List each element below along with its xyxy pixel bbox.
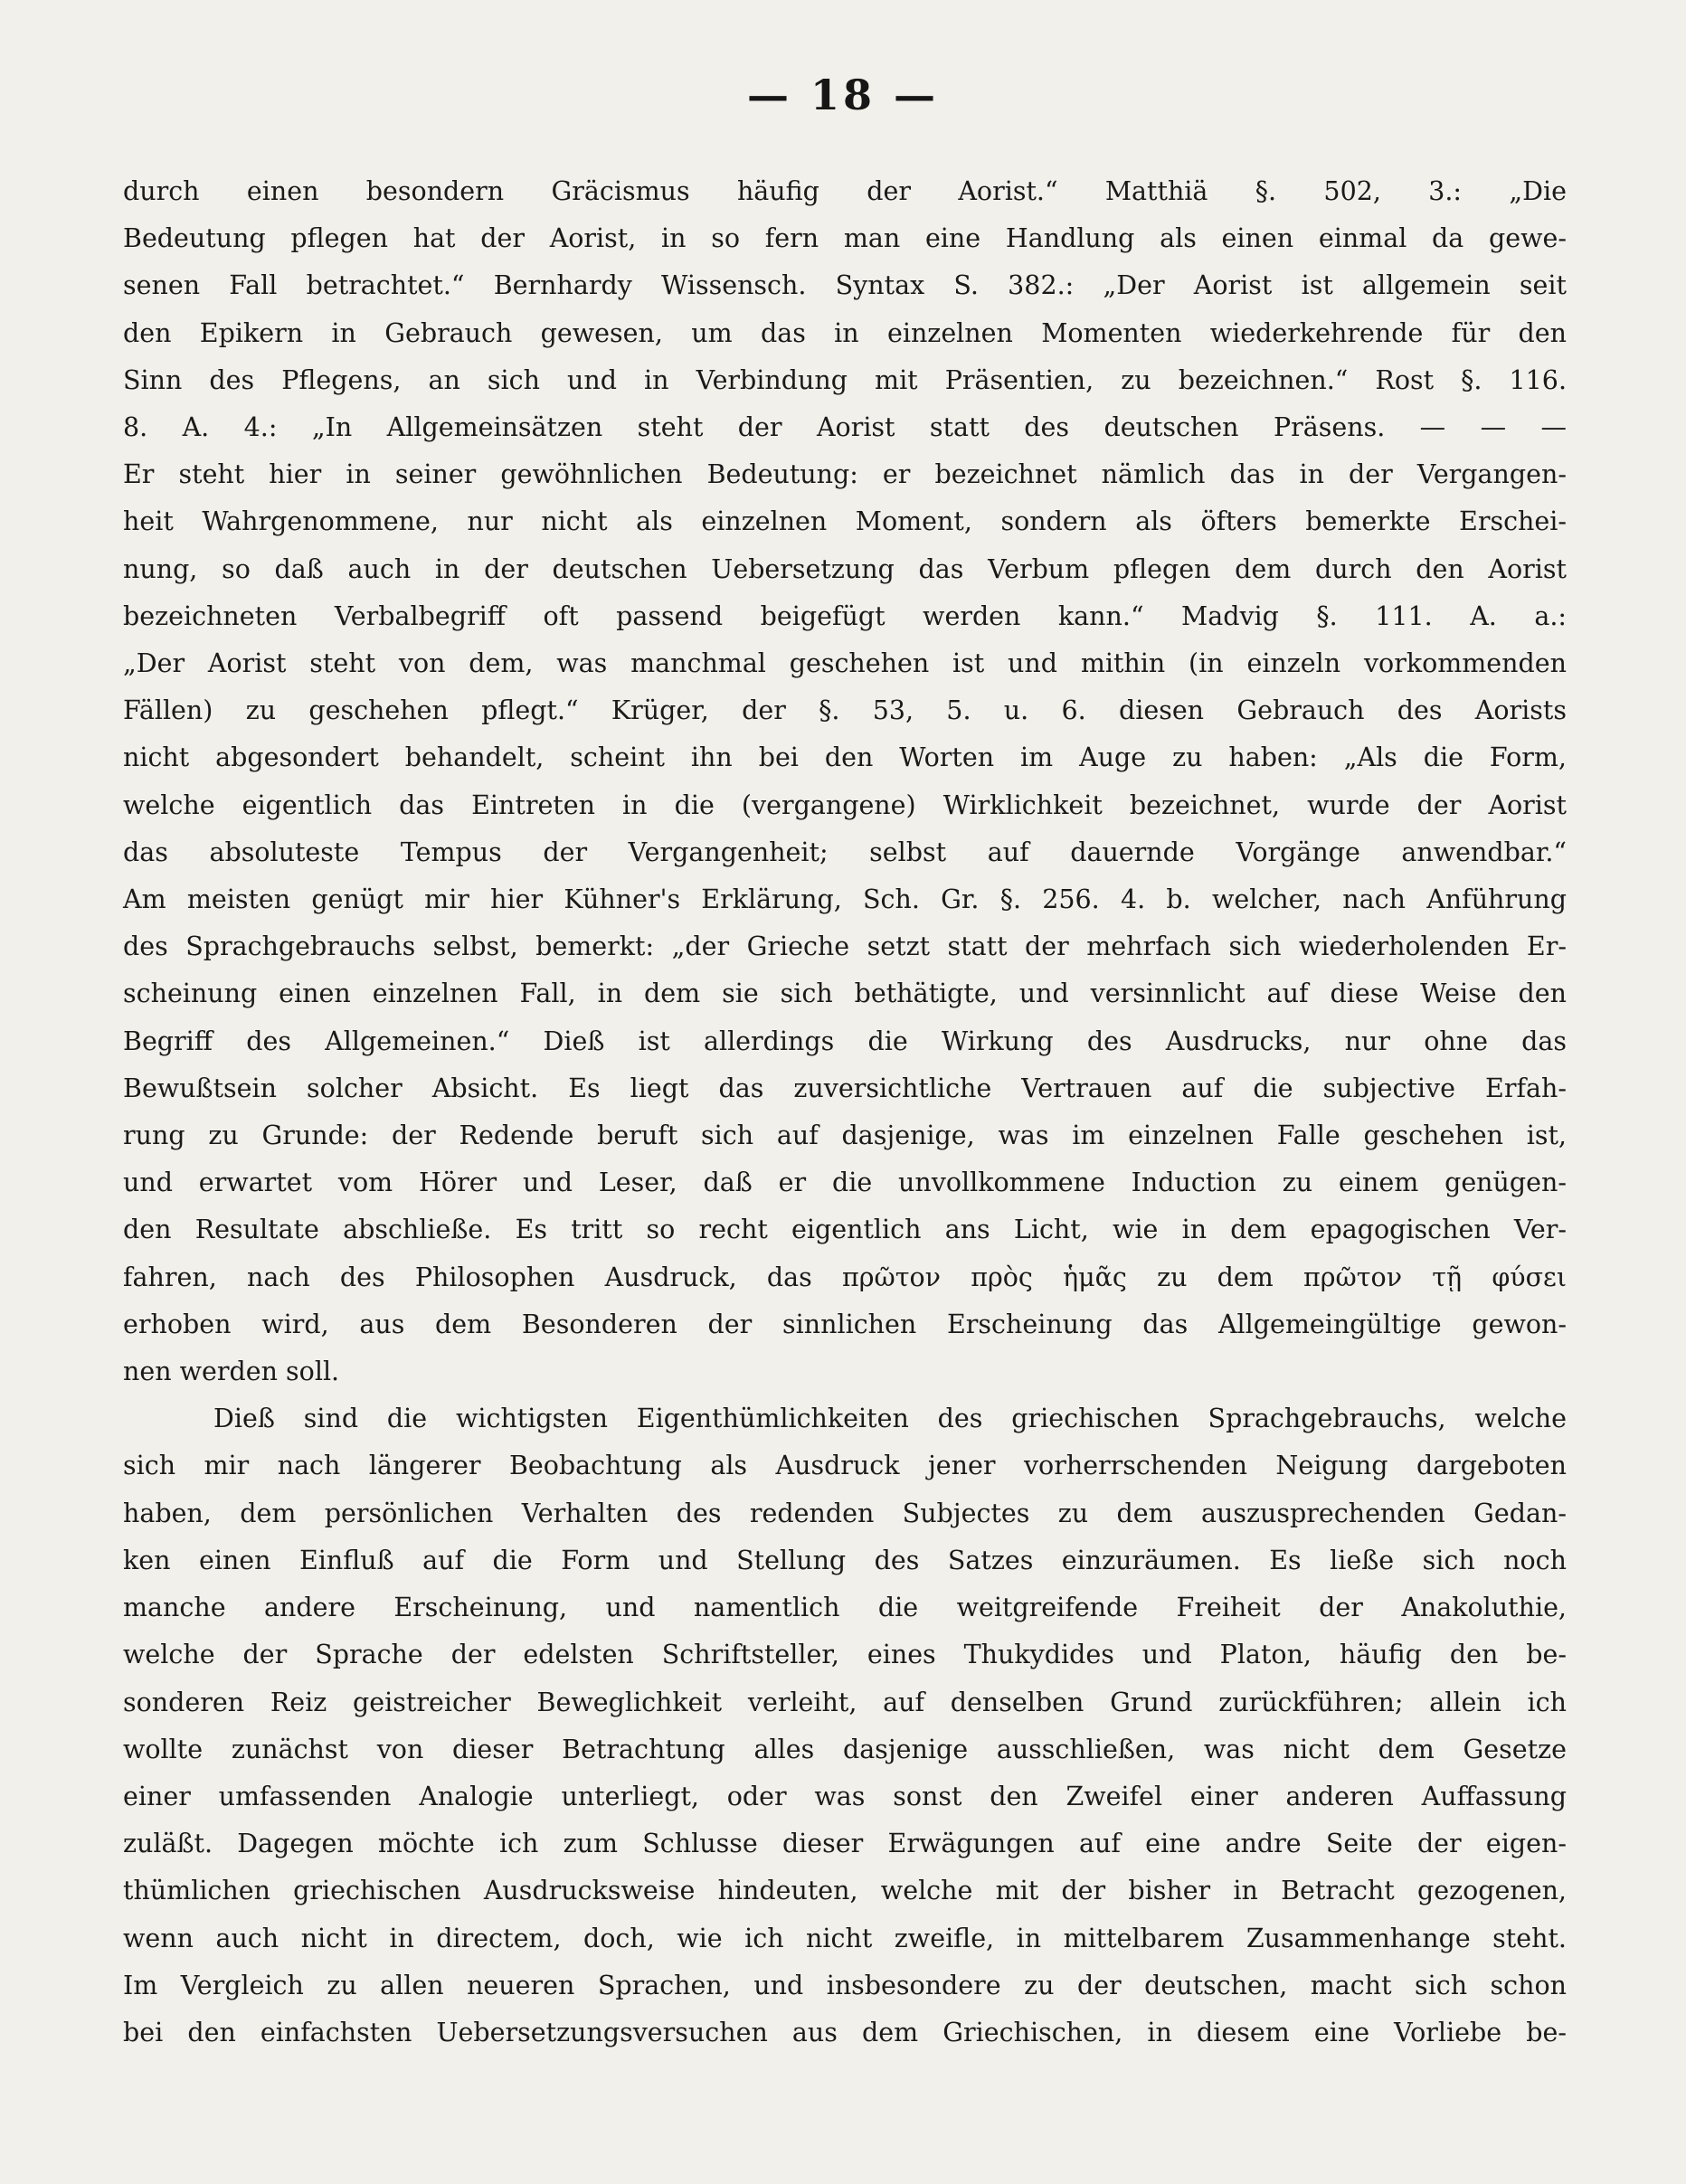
text-line: heit Wahrgenommene, nur nicht als einzelnen Moment, sondern als öfters bemerkte Erschei- <box>123 506 1567 537</box>
text-line: „Der Aorist steht von dem, was manchmal geschehen ist und mithin (in einzeln vorkommenden <box>123 648 1567 679</box>
text-line: ken einen Einfluß auf die Form und Stellung des Satzes einzuräumen. Es ließe sich noch <box>123 1545 1567 1575</box>
text-line: und erwartet vom Hörer und Leser, daß er die unvollkommene Induction zu einem genügen- <box>123 1168 1567 1198</box>
paragraph-1 <box>123 168 1567 1395</box>
text-line: den Resultate abschließe. Es tritt so recht eigentlich ans Licht, wie in dem epagogischen Ver- <box>123 1215 1567 1245</box>
text-line: Er steht hier in seiner gewöhnlichen Bedeutung: er bezeichnet nämlich das in der Vergangen- <box>123 459 1567 490</box>
text-line: zuläßt. Dagegen möchte ich zum Schlusse dieser Erwägungen auf eine andre Seite der eigen- <box>123 1829 1567 1859</box>
paragraph-2 <box>123 1395 1567 2056</box>
text-line: senen Fall betrachtet.“ Bernhardy Wissensch. Syntax S. 382.: „Der Aorist ist allgemein seit <box>123 270 1567 301</box>
text-line: Am meisten genügt mir hier Kühner's Erklärung, Sch. Gr. §. 256. 4. b. welcher, nach Anführung <box>123 884 1567 915</box>
text-line: bezeichneten Verbalbegriff oft passend beigefügt werden kann.“ Madvig §. 111. A. a.: <box>123 600 1567 631</box>
text-line: Sinn des Pflegens, an sich und in Verbindung mit Präsentien, zu bezeichnen.“ Rost §. 116. <box>123 364 1567 395</box>
text-line: Begriff des Allgemeinen.“ Dieß ist allerdings die Wirkung des Ausdrucks, nur ohne das <box>123 1026 1567 1056</box>
text-line: des Sprachgebrauchs selbst, bemerkt: „der Grieche setzt statt der mehrfach sich wiederholenden Er- <box>123 931 1567 962</box>
text-line: thümlichen griechischen Ausdrucksweise hindeuten, welche mit der bisher in Betracht gezogenen, <box>123 1876 1567 1906</box>
text-line: durch einen besondern Gräcismus häufig der Aorist.“ Matthiä §. 502, 3.: „Die <box>123 176 1567 206</box>
text-line: Im Vergleich zu allen neueren Sprachen, und insbesondere zu der deutschen, macht sich schon <box>123 1970 1567 2000</box>
text-line: fahren, nach des Philosophen Ausdruck, das πρῶτον πρὸς ἡμᾶς zu dem πρῶτον τῇ φύσει <box>123 1262 1567 1292</box>
text-line: nung, so daß auch in der deutschen Uebersetzung das Verbum pflegen dem durch den Aorist <box>123 553 1567 584</box>
text-line: nicht abgesondert behandelt, scheint ihn bei den Worten im Auge zu haben: „Als die Form, <box>123 742 1567 773</box>
text-line: Bedeutung pflegen hat der Aorist, in so fern man eine Handlung als einen einmal da gewe- <box>123 223 1567 254</box>
text-line: das absoluteste Tempus der Vergangenheit; selbst auf dauernde Vorgänge anwendbar.“ <box>123 837 1567 867</box>
text-line: nen werden soll. <box>123 1357 340 1387</box>
text-line: scheinung einen einzelnen Fall, in dem sie sich bethätigte, und versinnlicht auf diese Weise den <box>123 979 1567 1009</box>
text-line: sonderen Reiz geistreicher Beweglichkeit verleiht, auf denselben Grund zurückführen; allein ich <box>123 1687 1567 1717</box>
text-line: welche eigentlich das Eintreten in die (vergangene) Wirklichkeit bezeichnet, wurde der Aorist <box>123 789 1567 820</box>
text-line: den Epikern in Gebrauch gewesen, um das in einzelnen Momenten wiederkehrende für den <box>123 317 1567 348</box>
text-line: haben, dem persönlichen Verhalten des redenden Subjectes zu dem auszusprechenden Gedan- <box>123 1498 1567 1528</box>
text-line: Fällen) zu geschehen pflegt.“ Krüger, der §. 53, 5. u. 6. diesen Gebrauch des Aorists <box>123 695 1567 726</box>
text-line: welche der Sprache der edelsten Schriftsteller, eines Thukydides und Platon, häufig den be- <box>123 1640 1567 1670</box>
text-line: sich mir nach längerer Beobachtung als Ausdruck jener vorherrschenden Neigung dargeboten <box>123 1451 1567 1481</box>
text-line: Bewußtsein solcher Absicht. Es liegt das zuversichtliche Vertrauen auf die subjective Erfah- <box>123 1073 1567 1103</box>
text-line: einer umfassenden Analogie unterliegt, oder was sonst den Zweifel einer anderen Auffassung <box>123 1781 1567 1811</box>
text-line: bei den einfachsten Uebersetzungsversuchen aus dem Griechischen, in diesem eine Vorliebe be- <box>123 2017 1567 2047</box>
text-line: wenn auch nicht in directem, doch, wie ich nicht zweifle, in mittelbarem Zusammenhange steht. <box>123 1923 1567 1953</box>
text-line: rung zu Grunde: der Redende beruft sich auf dasjenige, was im einzelnen Falle geschehen ist, <box>123 1120 1567 1151</box>
body-text <box>123 168 1567 2056</box>
text-line: wollte zunächst von dieser Betrachtung alles dasjenige ausschließen, was nicht dem Gesetze <box>123 1734 1567 1764</box>
text-line: manche andere Erscheinung, und namentlich die weitgreifende Freiheit der Anakoluthie, <box>123 1593 1567 1623</box>
text-line: erhoben wird, aus dem Besonderen der sinnlichen Erscheinung das Allgemeingültige gewon- <box>123 1309 1567 1339</box>
page-number: — 18 — <box>746 71 940 119</box>
text-line: 8. A. 4.: „In Allgemeinsätzen steht der Aorist statt des deutschen Präsens. — — — <box>123 412 1567 443</box>
text-line: Dieß sind die wichtigsten Eigenthümlichkeiten des griechischen Sprachgebrauchs, welche <box>213 1404 1567 1434</box>
